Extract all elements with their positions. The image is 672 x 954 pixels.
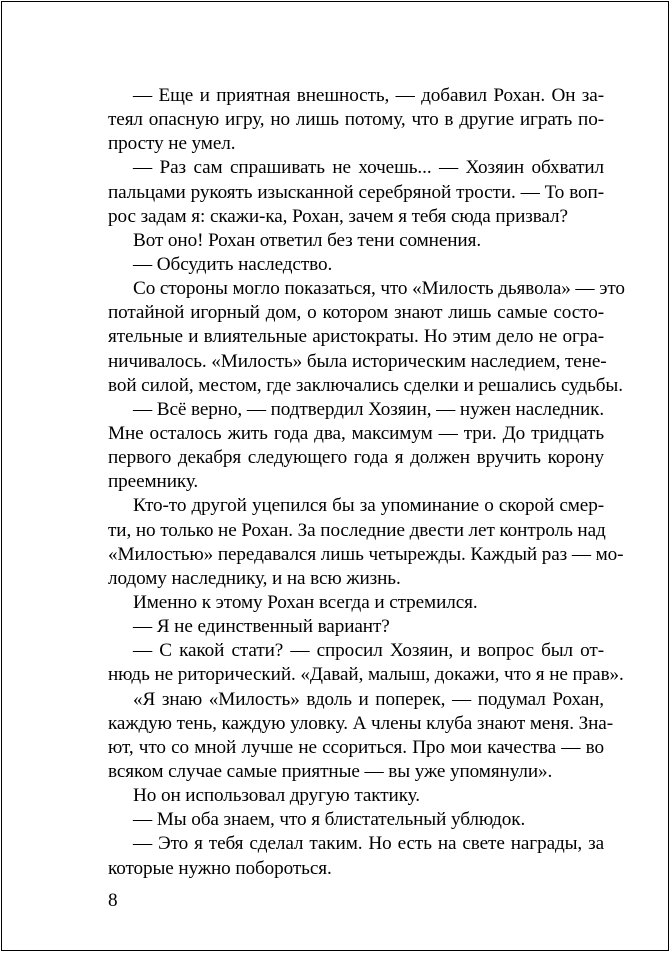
text-line: Именно к этому Рохан всегда и стремился. (133, 591, 478, 613)
text-line: — Это я тебя сделал таким. Но есть на свете награды, за (133, 833, 604, 855)
text-line: — С какой стати? — спросил Хозяин, и вопрос был от- (133, 640, 604, 662)
book-page (1, 1, 669, 951)
text-line: рос задам я: скажи-ка, Рохан, зачем я тебя сюда призвал? (108, 205, 568, 227)
text-line: теял опасную игру, но лишь потому, что в другие играть по- (108, 109, 604, 131)
text-line: потайной игорный дом, о котором знают лишь самые состо- (108, 302, 604, 324)
text-line: ют, что со мной лучше не ссориться. Про мои качества — во (108, 736, 604, 758)
text-line: первого декабря следующего года я должен вручить корону (108, 447, 604, 469)
text-line: преемнику. (108, 471, 199, 493)
text-line: Но он использовал другую тактику. (133, 785, 420, 807)
text-line: нюдь не риторический. «Давай, малыш, докажи, что я не прав». (108, 664, 624, 686)
text-line: всяком случае самые приятные — вы уже упомянули». (108, 760, 553, 782)
text-line: ничивалось. «Милость» была историческим наследием, тене- (108, 350, 607, 372)
text-line: — Раз сам спрашивать не хочешь... — Хозяин обхватил (133, 157, 604, 179)
text-line: — Мы оба знаем, что я блистательный ублюдок. (133, 809, 526, 831)
text-line: лодому наследнику, и на всю жизнь. (108, 567, 401, 589)
text-line: ятельные и влиятельные аристократы. Но этим дело не огра- (108, 326, 604, 348)
text-line: пальцами рукоять изысканной серебряной трости. — То воп- (108, 181, 604, 203)
text-line: просту не умел. (108, 133, 236, 155)
text-line: каждую тень, каждую уловку. А члены клуба знают меня. Зна- (108, 712, 614, 734)
text-line: вой силой, местом, где заключались сделки и решались судьбы. (108, 374, 623, 396)
text-line: — Еще и приятная внешность, — добавил Рохан. Он за- (133, 85, 604, 106)
text-line: — Всё верно, — подтвердил Хозяин, — нужен наследник. (133, 398, 605, 420)
text-line: «Милостью» передавался лишь четырежды. Каждый раз — мо- (108, 543, 624, 565)
text-line: — Обсудить наследство. (133, 253, 333, 275)
text-line: — Я не единственный вариант? (133, 616, 390, 638)
text-line: которые нужно побороться. (108, 857, 332, 879)
text-line: Вот оно! Рохан ответил без тени сомнения. (133, 229, 482, 251)
text-line: «Я знаю «Милость» вдоль и поперек, — подумал Рохан, (133, 688, 604, 710)
body-text (108, 84, 625, 881)
text-line: Кто-то другой уцепился бы за упоминание о скорой смер- (133, 495, 604, 517)
text-line: Со стороны могло показаться, что «Милость дьявола» — это (133, 278, 625, 300)
page-number: 8 (108, 890, 118, 911)
text-line: Мне осталось жить года два, максимум — три. До тридцать (108, 422, 604, 444)
text-line: ти, но только не Рохан. За последние двести лет контроль над (108, 519, 606, 541)
